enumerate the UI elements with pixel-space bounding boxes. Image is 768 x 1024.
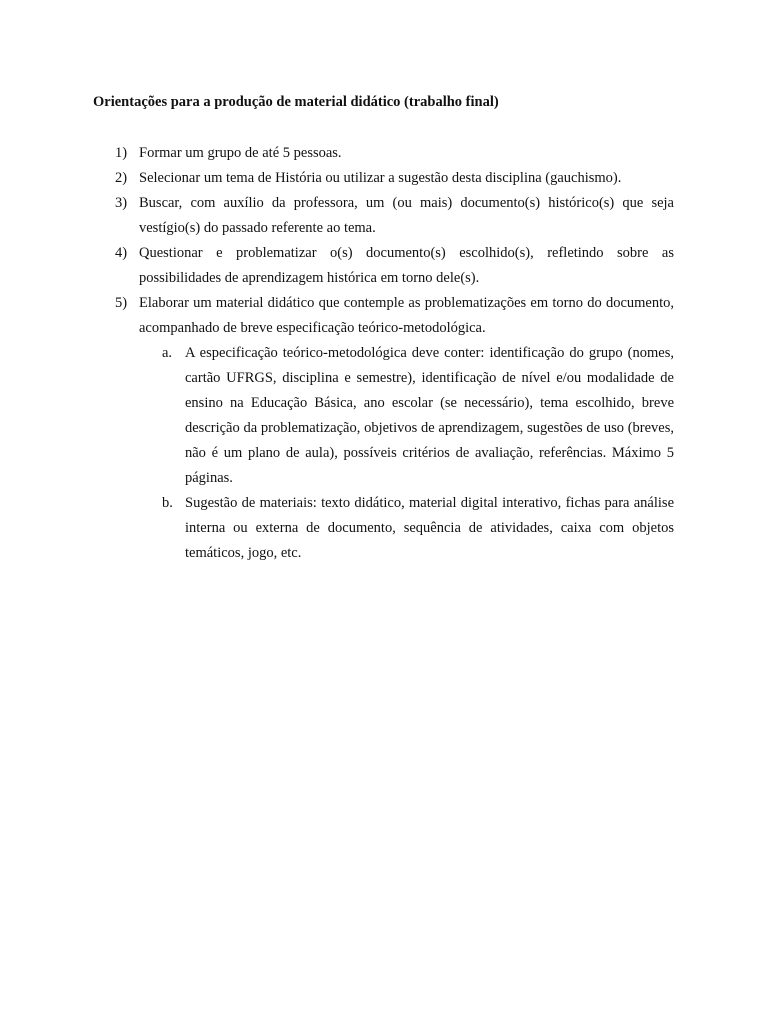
document-title: Orientações para a produção de material didático (trabalho final)	[93, 94, 499, 110]
list-item-number: 1)	[115, 145, 128, 161]
list-item-number: 4)	[115, 245, 128, 261]
list-item-text: Elaborar um material didático que contemple as problematizações em torno do documento, acompanhado de breve especificação teórico-metodológica.	[139, 295, 674, 336]
list-item-1	[93, 141, 674, 166]
list-item-text: Buscar, com auxílio da professora, um (ou mais) documento(s) histórico(s) que seja vestígio(s) do passado referente ao tema.	[139, 195, 674, 236]
sub-list-item-text: A especificação teórico-metodológica deve conter: identificação do grupo (nomes, cartão UFRGS, disciplina e semestre), identificação de nível e/ou modalidade de ensino na Educação Básica, ano escolar (se necessário), tema escolhido, breve descrição da problematização, objetivos de aprendizagem, sugestões de uso (breves, não é um plano de aula), possíveis critérios de avaliação, referências. Máximo 5 páginas.	[185, 345, 674, 486]
list-item-number: 2)	[115, 170, 128, 186]
list-item-2	[93, 166, 674, 191]
sub-list	[139, 341, 674, 566]
list-item-5	[93, 291, 674, 341]
sub-list-item-a	[139, 341, 674, 491]
list-item-text: Selecionar um tema de História ou utilizar a sugestão desta disciplina (gauchismo).	[139, 170, 622, 186]
instructions-list	[93, 141, 674, 566]
sub-list-item-text: Sugestão de materiais: texto didático, material digital interativo, fichas para análise interna ou externa de documento, sequência de atividades, caixa com objetos temáticos, jogo, etc.	[185, 495, 674, 561]
list-item-number: 3)	[115, 195, 128, 211]
list-item-text: Formar um grupo de até 5 pessoas.	[139, 145, 342, 161]
list-item-number: 5)	[115, 295, 128, 311]
list-item-4	[93, 241, 674, 291]
list-item-3	[93, 191, 674, 241]
list-item-text: Questionar e problematizar o(s) documento(s) escolhido(s), refletindo sobre as possibilidades de aprendizagem histórica em torno dele(s).	[139, 245, 674, 286]
sub-list-item-letter: b.	[162, 495, 173, 511]
sub-list-item-letter: a.	[162, 345, 173, 361]
sub-list-item-b	[139, 491, 674, 566]
